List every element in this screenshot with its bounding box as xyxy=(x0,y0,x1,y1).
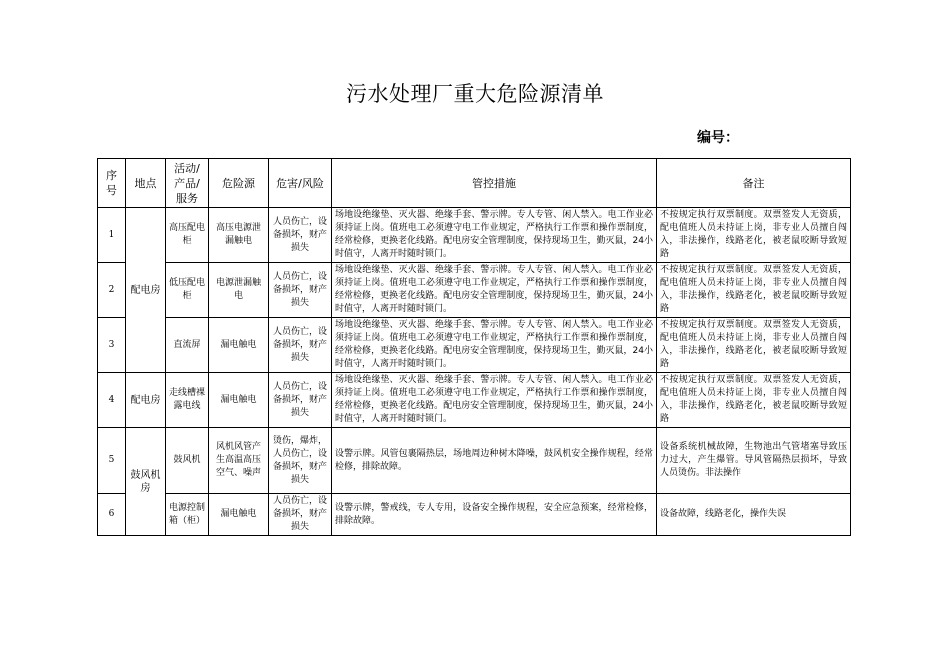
row-remarks: 设备系统机械故障，生物池出气管堵塞导致压力过大，产生爆管。导风管隔热层损坏，导致人员烫伤。非法操作 xyxy=(657,428,851,494)
row-activity: 鼓风机 xyxy=(166,428,209,494)
row-activity: 低压配电柜 xyxy=(166,263,209,318)
row-risk: 人员伤亡，设备损坏，财产损失 xyxy=(269,318,332,373)
row-remarks: 不按规定执行双票制度。双票签发人无资质，配电值班人员未持证上岗，非专业人员擅自闯入，非法操作，线路老化，被老鼠咬断导致短路 xyxy=(657,373,851,428)
row-activity: 高压配电柜 xyxy=(166,208,209,263)
row-remarks: 不按规定执行双票制度。双票签发人无资质，配电值班人员未持证上岗，非专业人员擅自闯入，非法操作，线路老化，被老鼠咬断导致短路 xyxy=(657,263,851,318)
row-seq: 6 xyxy=(98,494,126,536)
row-location: 配电房 xyxy=(126,208,166,373)
header-location: 地点 xyxy=(126,159,166,208)
header-remarks: 备注 xyxy=(657,159,851,208)
row-risk: 烫伤，爆炸，人员伤亡，设备损坏，财产损失 xyxy=(269,428,332,494)
row-risk: 人员伤亡，设备损坏，财产损失 xyxy=(269,494,332,536)
table-row xyxy=(98,263,851,318)
row-risk: 人员伤亡，设备损坏，财产损失 xyxy=(269,263,332,318)
table-row xyxy=(98,373,851,428)
hazard-table xyxy=(97,158,851,536)
row-location: 鼓风机房 xyxy=(126,428,166,536)
row-remarks: 不按规定执行双票制度。双票签发人无资质，配电值班人员未持证上岗，非专业人员擅自闯入，非法操作，线路老化，被老鼠咬断导致短路 xyxy=(657,208,851,263)
row-seq: 5 xyxy=(98,428,126,494)
row-hazard: 高压电源泄漏触电 xyxy=(209,208,269,263)
row-remarks: 不按规定执行双票制度。双票签发人无资质，配电值班人员未持证上岗，非专业人员擅自闯入，非法操作，线路老化，被老鼠咬断导致短路 xyxy=(657,318,851,373)
row-hazard: 电源泄漏触电 xyxy=(209,263,269,318)
row-hazard: 漏电触电 xyxy=(209,373,269,428)
table-row xyxy=(98,208,851,263)
row-activity: 走线槽裸露电线 xyxy=(166,373,209,428)
row-controls: 场地设绝缘垫、灭火器、绝缘手套、警示牌。专人专管、闲人禁入。电工作业必须持证上岗。值班电工必须遵守电工作业规定，严格执行工作票和操作票制度，经常检修，更换老化线路。配电房安全管理制度，保持现场卫生，勤灭鼠，24小时值守，人离开时随时锁门。 xyxy=(332,263,657,318)
row-remarks: 设备故障，线路老化，操作失误 xyxy=(657,494,851,536)
table-row xyxy=(98,494,851,536)
table-row xyxy=(98,428,851,494)
row-hazard: 漏电触电 xyxy=(209,494,269,536)
row-seq: 4 xyxy=(98,373,126,428)
row-hazard: 风机风管产生高温高压空气、噪声 xyxy=(209,428,269,494)
row-seq: 1 xyxy=(98,208,126,263)
header-seq: 序号 xyxy=(98,159,126,208)
row-seq: 2 xyxy=(98,263,126,318)
row-risk: 人员伤亡，设备损坏，财产损失 xyxy=(269,373,332,428)
row-hazard: 漏电触电 xyxy=(209,318,269,373)
header-hazard-source: 危险源 xyxy=(209,159,269,208)
row-activity: 电源控制箱（柜） xyxy=(166,494,209,536)
header-activity: 活动/产品/服务 xyxy=(166,159,209,208)
row-risk: 人员伤亡，设备损坏，财产损失 xyxy=(269,208,332,263)
page-title: 污水处理厂重大危险源清单 xyxy=(346,82,604,106)
row-controls: 场地设绝缘垫、灭火器、绝缘手套、警示牌。专人专管、闲人禁入。电工作业必须持证上岗。值班电工必须遵守电工作业规定，严格执行工作票和操作票制度，经常检修，更换老化线路。配电房安全管理制度，保持现场卫生，勤灭鼠，24小时值守，人离开时随时锁门。 xyxy=(332,373,657,428)
header-risk: 危害/风险 xyxy=(269,159,332,208)
table-header-row xyxy=(98,159,851,208)
row-controls: 场地设绝缘垫、灭火器、绝缘手套、警示牌。专人专管、闲人禁入。电工作业必须持证上岗。值班电工必须遵守电工作业规定，严格执行工作票和操作票制度，经常检修，更换老化线路。配电房安全管理制度，保持现场卫生，勤灭鼠，24小时值守，人离开时随时锁门。 xyxy=(332,318,657,373)
row-activity: 直流屏 xyxy=(166,318,209,373)
row-controls: 设警示牌，警戒线，专人专用，设备安全操作规程，安全应急预案，经常检修，排除故障。 xyxy=(332,494,657,536)
row-controls: 场地设绝缘垫、灭火器、绝缘手套、警示牌。专人专管、闲人禁入。电工作业必须持证上岗。值班电工必须遵守电工作业规定，严格执行工作票和操作票制度，经常检修，更换老化线路。配电房安全管理制度，保持现场卫生，勤灭鼠，24小时值守，人离开时随时锁门。 xyxy=(332,208,657,263)
header-controls: 管控措施 xyxy=(332,159,657,208)
row-controls: 设警示牌。风管包裹隔热层，场地周边种树木降噪，鼓风机安全操作规程，经常检修，排除故障。 xyxy=(332,428,657,494)
row-location: 配电房 xyxy=(126,373,166,428)
doc-number-label: 编号： xyxy=(697,130,739,146)
table-row xyxy=(98,318,851,373)
row-seq: 3 xyxy=(98,318,126,373)
